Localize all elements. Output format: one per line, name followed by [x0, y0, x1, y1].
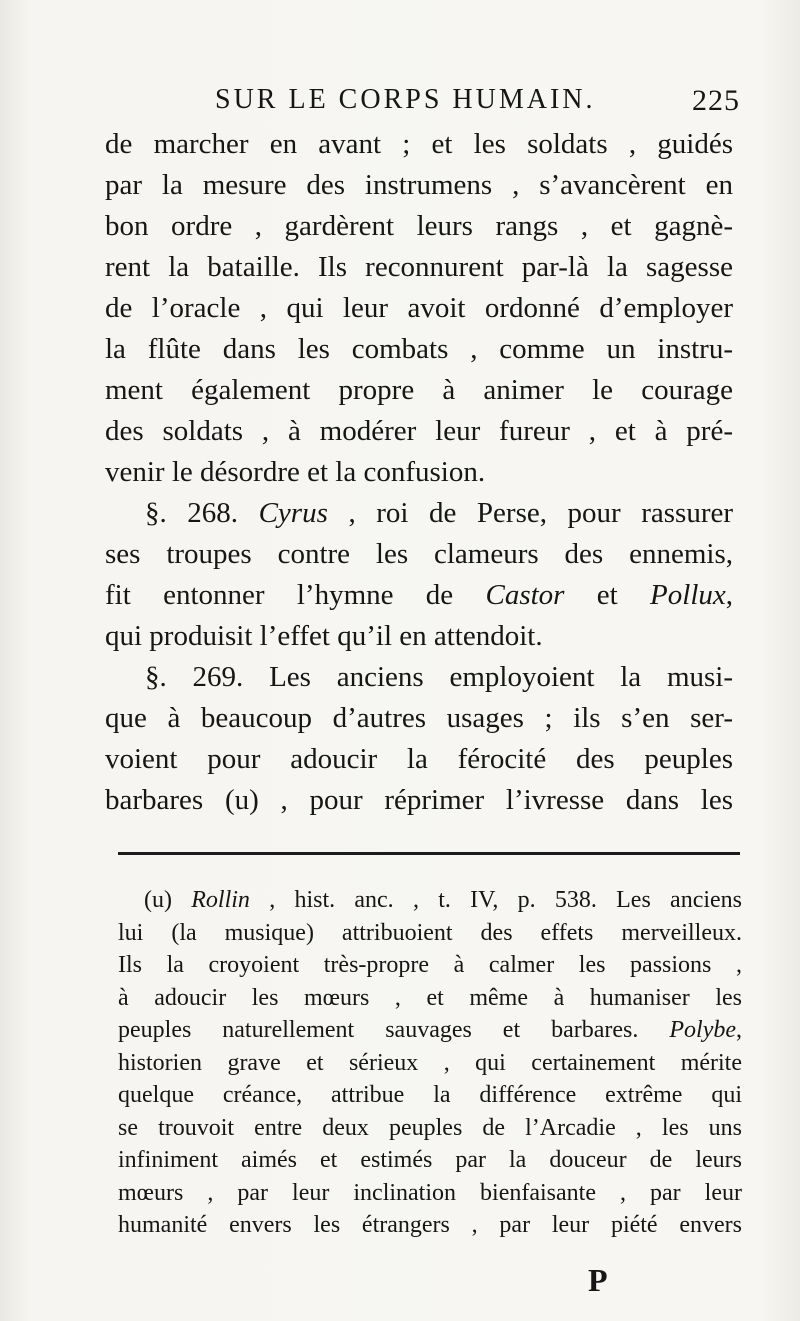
footnote [118, 884, 742, 1242]
text-line: barbares (u) , pour réprimer l’ivresse dans les [105, 784, 733, 816]
main-text [105, 124, 733, 821]
text-line: bon ordre , gardèrent leurs rangs , et gagnè- [105, 210, 733, 242]
text-line: venir le désordre et la confusion. [105, 456, 486, 488]
footnote-line-5 [118, 1014, 742, 1047]
text-line: voient pour adoucir la férocité des peuples [105, 743, 733, 775]
footnote-line: Ils la croyoient très-propre à calmer les passions , [118, 952, 742, 978]
footnote-line: quelque créance, attribue la différence extrême qui [118, 1082, 742, 1108]
page-header [215, 84, 740, 124]
footnote-line: infiniment aimés et estimés par la douceur de leurs [118, 1147, 742, 1173]
footnote-line-1 [118, 884, 742, 917]
signature-mark: P [588, 1262, 608, 1298]
footnote-divider [118, 852, 740, 855]
text-fragment: , [725, 579, 733, 611]
text-line: ses troupes contre les clameurs des ennemis, [105, 538, 733, 570]
paragraph-269-line-1 [105, 657, 733, 698]
footnote-line: lui (la musique) attribuoient des effets merveilleux. [118, 919, 742, 946]
footnote-line: à adoucir les mœurs , et même à humaniser les [118, 984, 742, 1011]
proper-name: Cyrus [258, 497, 328, 529]
text-line: ment également propre à animer le courage [105, 374, 733, 406]
text-fragment: fit entonner l’hymne de [105, 579, 454, 611]
running-title: SUR LE CORPS HUMAIN. [215, 84, 596, 115]
text-fragment: , hist. anc. , t. IV, p. 538. Les anciens [269, 887, 743, 913]
text-fragment: et [596, 579, 618, 611]
proper-name: Pollux [650, 579, 726, 611]
text-line: qui produisit l’effet qu’il en attendoit. [105, 620, 543, 652]
text-line: de l’oracle , qui leur avoit ordonné d’employer [105, 292, 733, 324]
text-line: par la mesure des instrumens , s’avancèrent en [105, 169, 733, 201]
text-line: de marcher en avant ; et les soldats , guidés [105, 128, 733, 160]
paragraph-268-line-1 [105, 493, 733, 534]
proper-name: Castor [485, 579, 565, 611]
author-name: Polybe [669, 1017, 737, 1043]
text-line: que à beaucoup d’autres usages ; ils s’en ser- [105, 702, 733, 734]
text-fragment: , [736, 1017, 743, 1043]
page-number: 225 [692, 84, 740, 117]
text-fragment: peuples naturellement sauvages et barbares. [118, 1017, 639, 1043]
text-fragment: Les anciens employoient la musi- [269, 661, 734, 693]
footnote-line: mœurs , par leur inclination bienfaisante , par leur [118, 1179, 742, 1206]
section-number: §. 269. [145, 661, 244, 693]
footnote-line: se trouvoit entre deux peuples de l’Arcadie , les uns [118, 1114, 742, 1141]
text-line: rent la bataille. Ils reconnurent par-là la sagesse [105, 251, 733, 283]
text-fragment: , roi de Perse, pour rassurer [348, 497, 734, 529]
text-line: des soldats , à modérer leur fureur , et à pré- [105, 415, 733, 447]
footnote-line: historien grave et sérieux , qui certainement mérite [118, 1049, 742, 1076]
footnote-line: humanité envers les étrangers , par leur piété envers [118, 1212, 742, 1238]
section-number: §. 268. [145, 497, 239, 529]
paragraph-268-line-3 [105, 575, 733, 616]
author-name: Rollin [191, 887, 250, 913]
text-line: la flûte dans les combats , comme un instru- [105, 333, 733, 365]
footnote-marker: (u) [144, 887, 172, 913]
